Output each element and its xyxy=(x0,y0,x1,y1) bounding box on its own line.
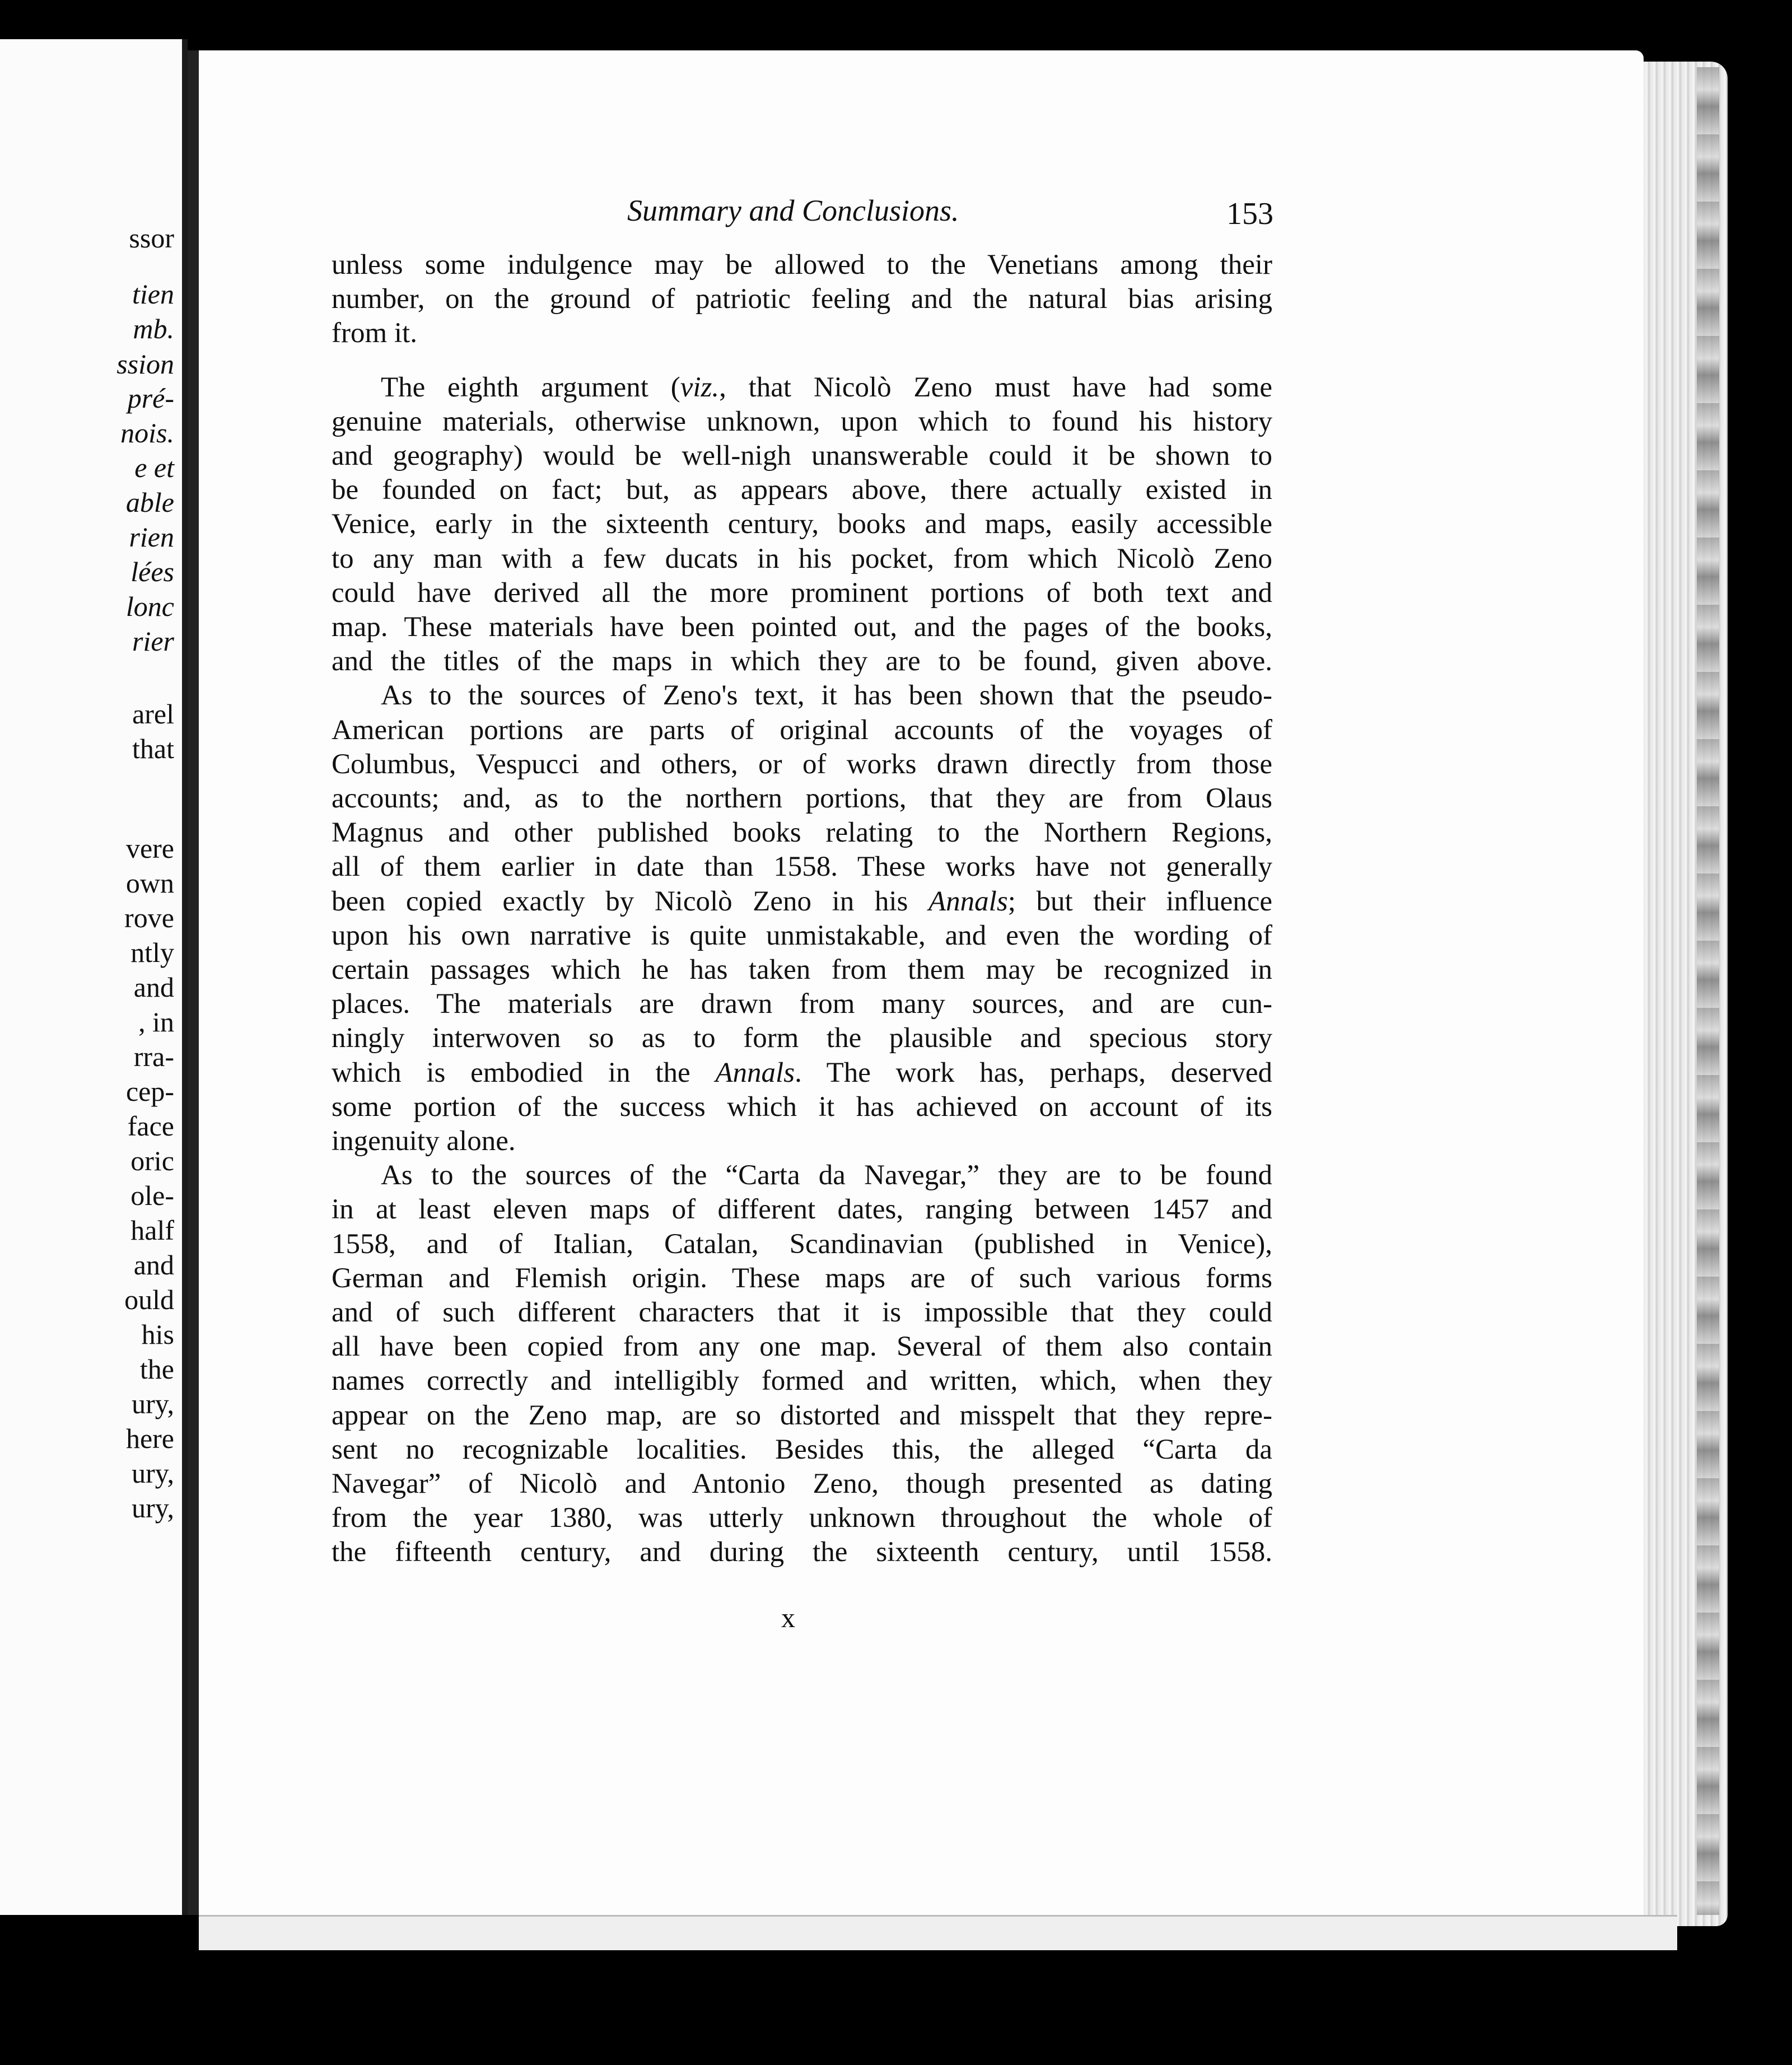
page-bottom-edge xyxy=(199,1915,1677,1950)
facing-page-fragment: rier xyxy=(132,625,174,657)
facing-page-fragment: ssion xyxy=(116,348,174,380)
text-line: ingenuity alone. xyxy=(332,1125,516,1157)
text-line: sent no recognizable localities. Besides this, the alleged “Carta da xyxy=(332,1433,1272,1465)
text-line: been copied exactly by Nicolò Zeno in his Annals; but their influence xyxy=(332,885,1273,917)
text-line: Venice, early in the sixteenth century, books and maps, easily accessible xyxy=(332,508,1272,540)
facing-page-fragment: arel xyxy=(132,698,174,730)
facing-page-fragment: rra- xyxy=(133,1041,174,1072)
text-line: 1558, and of Italian, Catalan, Scandinavian (published in Venice), xyxy=(332,1228,1272,1260)
facing-page-fragment: and xyxy=(133,1249,174,1281)
text-line: As to the sources of Zeno's text, it has been shown that the pseudo- xyxy=(381,680,1272,712)
text-line: the fifteenth century, and during the sixteenth century, until 1558. xyxy=(332,1536,1272,1568)
page-number: 153 xyxy=(1226,197,1273,231)
facing-page-fragment: ury, xyxy=(132,1457,174,1489)
book-gutter xyxy=(188,50,199,1915)
facing-page-fragment: rove xyxy=(124,902,174,933)
facing-page-fragment: here xyxy=(125,1423,174,1454)
facing-page-fragment: ury, xyxy=(132,1492,174,1524)
running-head: Summary and Conclusions. xyxy=(627,194,959,227)
text-line: could have derived all the more prominent portions of both text and xyxy=(332,577,1272,609)
text-line: German and Flemish origin. These maps are of such various forms xyxy=(332,1262,1272,1294)
facing-page-fragment: ntly xyxy=(130,937,174,968)
text-line: some portion of the success which it has achieved on account of its xyxy=(332,1091,1272,1123)
facing-page-fragment: ssor xyxy=(129,222,174,254)
text-line: and the titles of the maps in which they are to be found, given above. xyxy=(332,646,1272,678)
facing-page-fragment: ury, xyxy=(132,1388,174,1419)
text-line: from it. xyxy=(332,317,417,349)
text-line: Magnus and other published books relating to the Northern Regions, xyxy=(332,817,1272,849)
text-line: unless some indulgence may be allowed to the Venetians among their xyxy=(332,249,1272,281)
facing-page-fragment: able xyxy=(125,487,174,518)
facing-page-fragment: cep- xyxy=(125,1076,174,1107)
text-line: in at least eleven maps of different dates, ranging between 1457 and xyxy=(332,1194,1272,1226)
facing-page-fragment: pré- xyxy=(127,382,174,414)
text-line: The eighth argument (viz., that Nicolò Zeno must have had some xyxy=(381,371,1272,403)
facing-page-fragment: e et xyxy=(134,452,174,483)
facing-page-fragment: nois. xyxy=(120,417,174,448)
facing-page-fragment: lées xyxy=(130,556,174,587)
facing-page-fragment: ould xyxy=(124,1284,174,1315)
text-line: Columbus, Vespucci and others, or of works drawn directly from those xyxy=(332,748,1272,780)
page-stack-shadow xyxy=(1697,67,1719,1915)
facing-page-fragment: rien xyxy=(129,521,174,553)
text-line: all of them earlier in date than 1558. These works have not generally xyxy=(332,851,1272,883)
facing-page-fragment: oric xyxy=(130,1145,174,1176)
facing-page-fragment: ole- xyxy=(130,1180,174,1211)
text-line: Navegar” of Nicolò and Antonio Zeno, though presented as dating xyxy=(332,1468,1272,1499)
facing-page-fragment: that xyxy=(132,733,174,764)
text-line: which is embodied in the Annals. The work has, perhaps, deserved xyxy=(332,1057,1272,1088)
signature-mark: x xyxy=(781,1602,795,1633)
facing-page-fragment: and xyxy=(133,971,174,1003)
text-line: number, on the ground of patriotic feeling and the natural bias arising xyxy=(332,283,1272,315)
text-line: names correctly and intelligibly formed and written, which, when they xyxy=(332,1365,1272,1397)
text-line: and of such different characters that it is impossible that they could xyxy=(332,1297,1272,1328)
text-line: upon his own narrative is quite unmistakable, and even the wording of xyxy=(332,919,1272,951)
text-line: accounts; and, as to the northern portions, that they are from Olaus xyxy=(332,783,1272,814)
text-line: genuine materials, otherwise unknown, upon which to found his history xyxy=(332,405,1272,437)
text-line: to any man with a few ducats in his pocket, from which Nicolò Zeno xyxy=(332,543,1272,574)
text-line: and geography) would be well-nigh unanswerable could it be shown to xyxy=(332,440,1272,471)
facing-page-fragment: half xyxy=(130,1214,174,1246)
facing-page-fragment: face xyxy=(127,1110,174,1142)
text-line: As to the sources of the “Carta da Navegar,” they are to be found xyxy=(381,1160,1272,1192)
facing-page-fragment: the xyxy=(139,1353,174,1385)
facing-page-fragment: own xyxy=(125,867,174,899)
facing-page-fragment: mb. xyxy=(133,313,174,344)
text-line: ningly interwoven so as to form the plausible and specious story xyxy=(332,1022,1272,1054)
text-line: appear on the Zeno map, are so distorted and misspelt that they repre- xyxy=(332,1399,1272,1431)
facing-page-fragment: tien xyxy=(132,278,174,310)
facing-page-fragment: , in xyxy=(138,1006,174,1038)
text-line: places. The materials are drawn from many sources, and are cun- xyxy=(332,988,1272,1020)
facing-page xyxy=(0,39,188,1915)
text-line: certain passages which he has taken from them may be recognized in xyxy=(332,954,1272,985)
text-line: from the year 1380, was utterly unknown throughout the whole of xyxy=(332,1502,1272,1534)
facing-page-fragment: his xyxy=(141,1319,174,1350)
text-line: map. These materials have been pointed out, and the pages of the books, xyxy=(332,611,1272,643)
facing-page-fragment: vere xyxy=(125,833,174,864)
text-line: all have been copied from any one map. Several of them also contain xyxy=(332,1331,1272,1363)
text-line: American portions are parts of original accounts of the voyages of xyxy=(332,714,1272,746)
facing-page-fragment: lonc xyxy=(125,591,174,622)
text-line: be founded on fact; but, as appears above, there actually existed in xyxy=(332,474,1272,506)
